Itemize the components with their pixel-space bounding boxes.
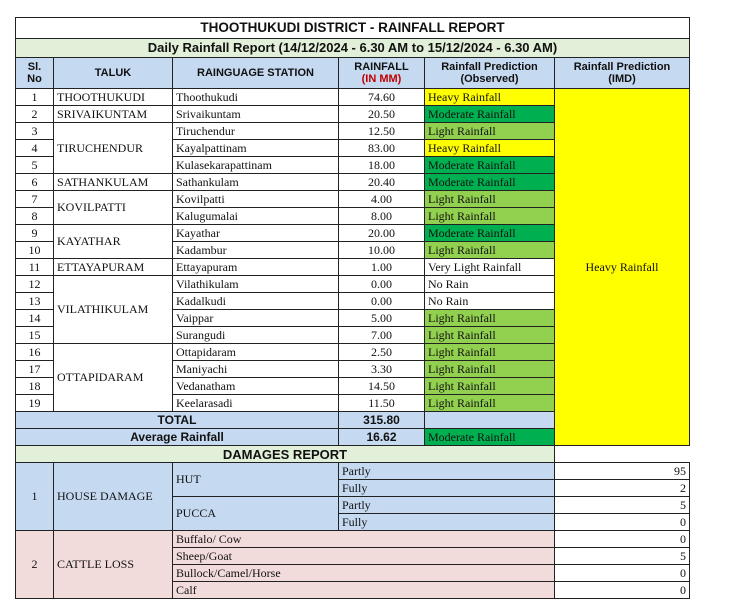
- prediction-cell: Light Rainfall: [425, 310, 555, 327]
- prediction-cell: Light Rainfall: [425, 191, 555, 208]
- taluk-cell: KOVILPATTI: [54, 191, 173, 225]
- cattle-item-label: Sheep/Goat: [173, 548, 555, 565]
- report-title: THOOTHUKUDI DISTRICT - RAINFALL REPORT: [16, 18, 690, 39]
- rainfall-cell: 0.00: [339, 276, 425, 293]
- taluk-cell: SATHANKULAM: [54, 174, 173, 191]
- station-cell: Maniyachi: [173, 361, 339, 378]
- hut-partly-value: 95: [555, 463, 690, 480]
- prediction-cell: Light Rainfall: [425, 242, 555, 259]
- station-cell: Kalugumalai: [173, 208, 339, 225]
- sl-cell: 14: [16, 310, 54, 327]
- imd-prediction-cell: Heavy Rainfall: [555, 89, 690, 446]
- station-cell: Kulasekarapattinam: [173, 157, 339, 174]
- station-cell: Kovilpatti: [173, 191, 339, 208]
- sl-cell: 12: [16, 276, 54, 293]
- hut-partly-label: Partly: [339, 463, 555, 480]
- rainfall-cell: 2.50: [339, 344, 425, 361]
- taluk-cell: THOOTHUKUDI: [54, 89, 173, 106]
- rainfall-cell: 12.50: [339, 123, 425, 140]
- sl-cell: 5: [16, 157, 54, 174]
- prediction-cell: Light Rainfall: [425, 395, 555, 412]
- average-value: 16.62: [339, 429, 425, 446]
- average-label: Average Rainfall: [16, 429, 339, 446]
- rainfall-cell: 7.00: [339, 327, 425, 344]
- sl-cell: 3: [16, 123, 54, 140]
- pucca-partly-value: 5: [555, 497, 690, 514]
- pucca-partly-label: Partly: [339, 497, 555, 514]
- total-value: 315.80: [339, 412, 425, 429]
- prediction-cell: No Rain: [425, 276, 555, 293]
- rainfall-cell: 20.40: [339, 174, 425, 191]
- average-prediction: Moderate Rainfall: [425, 429, 555, 446]
- taluk-cell: OTTAPIDARAM: [54, 344, 173, 412]
- damages-header-row: [16, 446, 690, 463]
- total-label: TOTAL: [16, 412, 339, 429]
- sl-cell: 11: [16, 259, 54, 276]
- rainfall-cell: 1.00: [339, 259, 425, 276]
- prediction-cell: Light Rainfall: [425, 123, 555, 140]
- prediction-cell: Light Rainfall: [425, 378, 555, 395]
- station-cell: Ottapidaram: [173, 344, 339, 361]
- header-station: RAINGUAGE STATION: [173, 58, 339, 89]
- rainfall-cell: 11.50: [339, 395, 425, 412]
- sl-cell: 7: [16, 191, 54, 208]
- station-cell: Srivaikuntam: [173, 106, 339, 123]
- rainfall-cell: 74.60: [339, 89, 425, 106]
- taluk-cell: VILATHIKULAM: [54, 276, 173, 344]
- sl-cell: 8: [16, 208, 54, 225]
- sl-cell: 13: [16, 293, 54, 310]
- cattle-item-value: 0: [555, 582, 690, 599]
- sl-cell: 4: [16, 140, 54, 157]
- header-sl: Sl. No: [16, 58, 54, 89]
- cattle-loss-label: CATTLE LOSS: [54, 531, 173, 599]
- rainfall-cell: 4.00: [339, 191, 425, 208]
- hut-label: HUT: [173, 463, 339, 497]
- header-imd: Rainfall Prediction (IMD): [555, 58, 690, 89]
- station-cell: Tiruchendur: [173, 123, 339, 140]
- prediction-cell: Heavy Rainfall: [425, 140, 555, 157]
- cattle-item-label: Calf: [173, 582, 555, 599]
- station-cell: Keelarasadi: [173, 395, 339, 412]
- taluk-cell: ETTAYAPURAM: [54, 259, 173, 276]
- pucca-fully-value: 0: [555, 514, 690, 531]
- hut-fully-label: Fully: [339, 480, 555, 497]
- rainfall-cell: 83.00: [339, 140, 425, 157]
- rainfall-report-sheet: [15, 17, 689, 599]
- header-observed: Rainfall Prediction (Observed): [425, 58, 555, 89]
- prediction-cell: Light Rainfall: [425, 361, 555, 378]
- pucca-label: PUCCA: [173, 497, 339, 531]
- station-cell: Kadalkudi: [173, 293, 339, 310]
- hut-fully-value: 2: [555, 480, 690, 497]
- sl-cell: 1: [16, 89, 54, 106]
- cattle-item-value: 0: [555, 565, 690, 582]
- prediction-cell: Heavy Rainfall: [425, 89, 555, 106]
- header-row: [16, 58, 690, 89]
- header-taluk: TALUK: [54, 58, 173, 89]
- sl-cell: 19: [16, 395, 54, 412]
- prediction-cell: Moderate Rainfall: [425, 157, 555, 174]
- rainfall-cell: 18.00: [339, 157, 425, 174]
- prediction-cell: Moderate Rainfall: [425, 106, 555, 123]
- cattle-loss-row: [16, 531, 690, 548]
- damages-title: DAMAGES REPORT: [16, 446, 555, 463]
- rainfall-cell: 20.00: [339, 225, 425, 242]
- cattle-item-label: Buffalo/ Cow: [173, 531, 555, 548]
- station-cell: Surangudi: [173, 327, 339, 344]
- sl-cell: 9: [16, 225, 54, 242]
- station-cell: Sathankulam: [173, 174, 339, 191]
- taluk-cell: TIRUCHENDUR: [54, 123, 173, 174]
- sl-cell: 16: [16, 344, 54, 361]
- prediction-cell: Moderate Rainfall: [425, 174, 555, 191]
- sl-cell: 2: [16, 106, 54, 123]
- rainfall-cell: 14.50: [339, 378, 425, 395]
- prediction-cell: Moderate Rainfall: [425, 225, 555, 242]
- house-sl: 1: [16, 463, 54, 531]
- taluk-cell: KAYATHAR: [54, 225, 173, 259]
- prediction-cell: Light Rainfall: [425, 327, 555, 344]
- report-subtitle: Daily Rainfall Report (14/12/2024 - 6.30 AM to 15/12/2024 - 6.30 AM): [16, 39, 690, 58]
- sl-cell: 17: [16, 361, 54, 378]
- sl-cell: 6: [16, 174, 54, 191]
- rainfall-cell: 20.50: [339, 106, 425, 123]
- rainfall-cell: 10.00: [339, 242, 425, 259]
- rainfall-cell: 8.00: [339, 208, 425, 225]
- station-cell: Vaippar: [173, 310, 339, 327]
- sl-cell: 15: [16, 327, 54, 344]
- header-rainfall: RAINFALL (IN MM): [339, 58, 425, 89]
- station-cell: Kayathar: [173, 225, 339, 242]
- house-damage-label: HOUSE DAMAGE: [54, 463, 173, 531]
- table-row: [16, 89, 690, 106]
- rainfall-cell: 3.30: [339, 361, 425, 378]
- rainfall-cell: 5.00: [339, 310, 425, 327]
- station-cell: Ettayapuram: [173, 259, 339, 276]
- cattle-item-label: Bullock/Camel/Horse: [173, 565, 555, 582]
- rainfall-table: [15, 17, 690, 599]
- prediction-cell: Very Light Rainfall: [425, 259, 555, 276]
- pucca-fully-label: Fully: [339, 514, 555, 531]
- sl-cell: 18: [16, 378, 54, 395]
- station-cell: Vedanatham: [173, 378, 339, 395]
- prediction-cell: Light Rainfall: [425, 208, 555, 225]
- prediction-cell: Light Rainfall: [425, 344, 555, 361]
- damages-title-spacer: [555, 446, 690, 463]
- taluk-cell: SRIVAIKUNTAM: [54, 106, 173, 123]
- prediction-cell: No Rain: [425, 293, 555, 310]
- total-prediction-blank: [425, 412, 555, 429]
- house-damage-row: [16, 463, 690, 480]
- station-cell: Kayalpattinam: [173, 140, 339, 157]
- cattle-sl: 2: [16, 531, 54, 599]
- sl-cell: 10: [16, 242, 54, 259]
- station-cell: Vilathikulam: [173, 276, 339, 293]
- station-cell: Thoothukudi: [173, 89, 339, 106]
- station-cell: Kadambur: [173, 242, 339, 259]
- rainfall-cell: 0.00: [339, 293, 425, 310]
- cattle-item-value: 0: [555, 531, 690, 548]
- cattle-item-value: 5: [555, 548, 690, 565]
